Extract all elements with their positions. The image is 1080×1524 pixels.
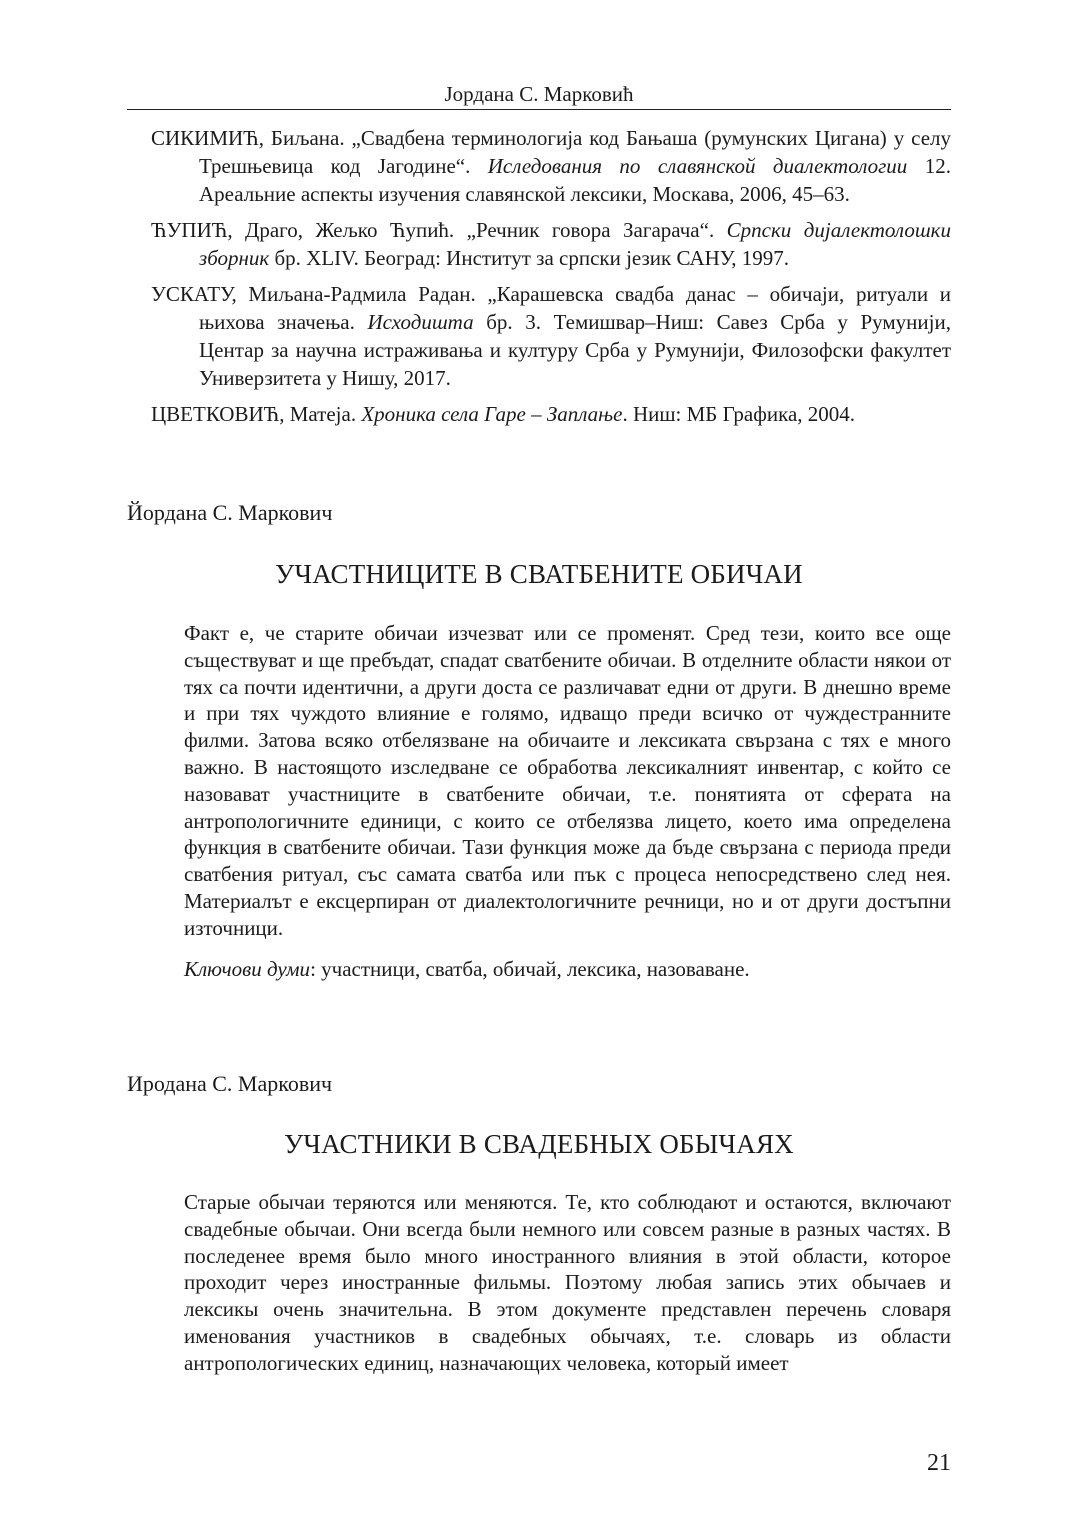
- reference-details: бр. 3. Темишвар–Ниш: Савез Срба у Румунији, Центар за научна истраживања и културу Срба у Румунији, Филозофски факултет Универзитета у Нишу, 2017.: [199, 310, 951, 390]
- reference-source: Иcледования по славянской диалектологии: [487, 154, 908, 178]
- reference-list: [151, 124, 951, 436]
- russian-abstract: [184, 1189, 951, 1377]
- reference-details: бр. XLIV. Београд: Институт за српски језик САНУ, 1997.: [269, 246, 789, 270]
- reference-source: Хроника села Гаре – Заплање: [361, 402, 623, 426]
- bulgarian-keywords: [184, 956, 951, 982]
- reference-entry: [151, 216, 951, 272]
- reference-details: 12. Ареальние аспекты изучения славянской лексики, Москава, 2006, 45–63.: [199, 154, 951, 206]
- running-head: Јордана С. Марковић: [444, 82, 634, 106]
- reference-details: . Ниш: МБ Графика, 2004.: [622, 402, 856, 426]
- page-number: 21: [927, 1450, 951, 1476]
- reference-author: УСКАТУ, Миљана-Радмила Радан.: [151, 282, 488, 306]
- bulgarian-abstract-text: Факт е, че старите обичаи изчезват или се променят. Сред тези, които все още съществуват и ще пребъдат, спадат сватбените обичаи. В отделните области някои от тях са почти идентични, а други доста се различават едни от други. В днешно време и при тях чуждото влияние е голямо, идващо преди всичко от чуждестранните филми. Затова всяко отбелязване на обичаите и лексиката свързана с тях е много важно. В настоящото изследване се обработва лексикалният инвентар, с който се назовават участниците в сватбените обичаи, т.е. понятията от сферата на антропологичните единици, с които се отбелязва лицето, което има определена функция в сватбените обичаи. Тази функция може да бъде свързана с периода преди сватбения ритуал, със самата сватба или пък с процеса непосредствено след нея. Материалът е ексцерпиран от диалектологичните речници, но и от други достъпни източници.: [184, 621, 951, 940]
- reference-entry: [151, 280, 951, 392]
- reference-author: ЋУПИЋ, Драго, Жељко Ћупић.: [151, 218, 467, 242]
- reference-entry: [151, 124, 951, 208]
- reference-title: „Свадбена терминологија код Бањаша (румунских Цигана) у селу Трешњевица код Јагодине“.: [199, 126, 951, 178]
- reference-source: Исходишта: [367, 310, 474, 334]
- reference-author: ЦВЕТКОВИЋ, Матеја.: [151, 402, 362, 426]
- reference-author: СИКИМИЋ, Биљана.: [151, 126, 352, 150]
- keywords-list: : участници, сватба, обичай, лексика, назоваване.: [310, 957, 750, 981]
- reference-title: „Речник говора Загарача“.: [466, 218, 727, 242]
- russian-abstract-text: Старые обычаи теряются или меняются. Те, кто соблюдают и остаются, включают свадебные обычаи. Они всегда были немного или совсем разные в разных частях. В последенее время было много иностранного влияния в этой области, которое проходит через иностранные фильмы. Поэтому любая запись этих обычаев и лексикы очень значительна. В этом документе представлен перечень словаря именования участников в свадебных обычаях, т.е. словарь из области антропологических единиц, назначающих человека, который имеет: [184, 1190, 951, 1375]
- bulgarian-title: УЧАСТНИЦИТЕ В СВАТБЕНИТЕ ОБИЧАИ: [275, 559, 803, 589]
- reference-entry: [151, 400, 951, 428]
- bulgarian-author: Йордана С. Маркович: [127, 500, 333, 525]
- bulgarian-abstract: [184, 620, 951, 942]
- reference-title: „Карашевска свадба данас – обичаји, ритуали и њихова значења.: [199, 282, 952, 334]
- keywords-label: Ключови думи: [184, 957, 311, 981]
- russian-author: Иродана С. Маркович: [127, 1071, 333, 1096]
- reference-source: Српски дијалектолошки зборник: [199, 218, 951, 270]
- header-rule: [127, 109, 951, 110]
- russian-title: УЧАСТНИКИ В СВАДЕБНЫХ ОБЫЧАЯХ: [284, 1129, 794, 1159]
